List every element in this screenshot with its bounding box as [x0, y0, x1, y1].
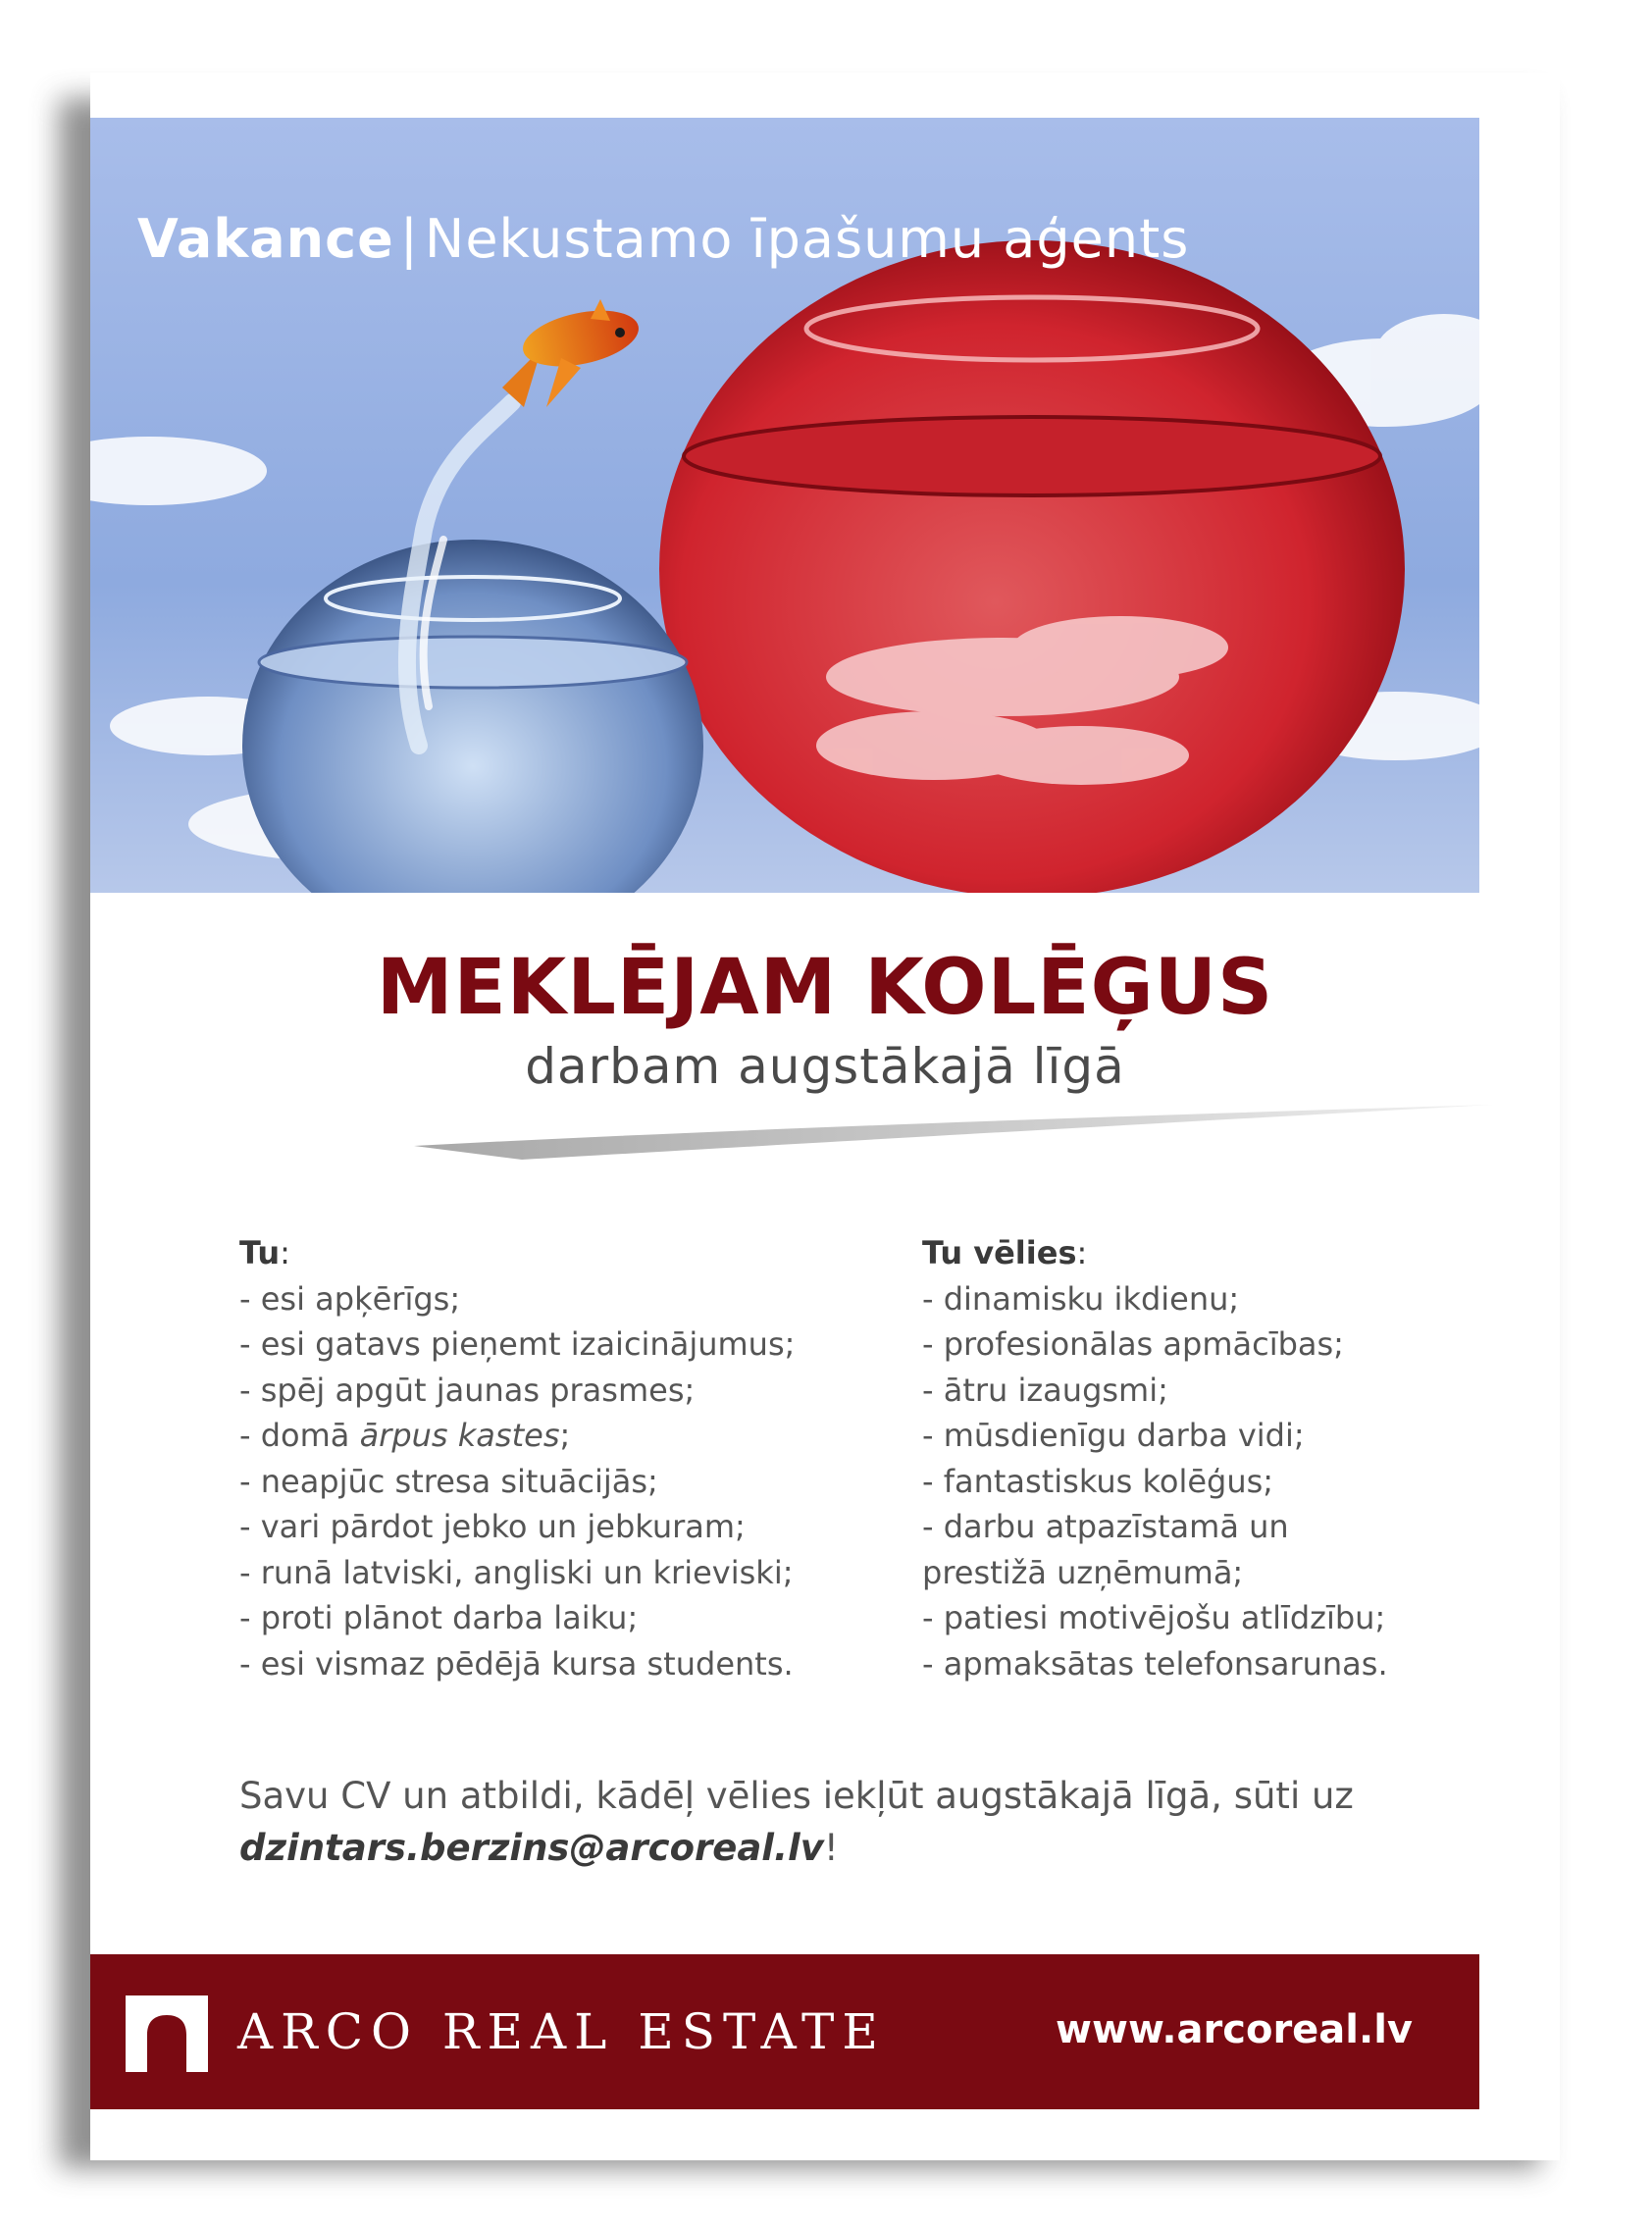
hero-image: [90, 118, 1479, 893]
hero-title: [137, 208, 1189, 270]
arch-logo-icon: [126, 1995, 208, 2072]
list-item: - vari pārdot jebko un jebkuram;: [239, 1508, 746, 1545]
apply-suffix: !: [823, 1827, 839, 1869]
right-column-heading: [922, 1230, 1471, 1276]
list-item: - spēj apgūt jaunas prasmes;: [239, 1371, 696, 1409]
list-item: - esi vismaz pēdējā kursa students.: [239, 1644, 794, 1683]
list-item: - neapjūc stresa situācijās;: [239, 1462, 658, 1500]
apply-text: Savu CV un atbildi, kādēļ vēlies iekļūt augstākajā līgā, sūti uz: [239, 1775, 1354, 1817]
hero-title-rest: Nekustamo īpašumu aģents: [424, 208, 1190, 270]
email-link[interactable]: dzintars.berzins@arcoreal.lv: [239, 1827, 824, 1869]
list-item: - fantastiskus kolēģus;: [922, 1462, 1274, 1500]
list-item: - esi apķērīgs;: [239, 1279, 461, 1318]
left-heading-colon: :: [280, 1234, 290, 1271]
list-item: - darbu atpazīstamā un: [922, 1508, 1289, 1545]
footer-bar: [90, 1954, 1479, 2109]
right-column: [922, 1230, 1471, 1686]
think-suffix: ;: [559, 1417, 571, 1454]
poster-page: [90, 73, 1560, 2160]
left-column-heading: [239, 1230, 867, 1276]
list-item: - proti plānot darba laiku;: [239, 1599, 639, 1636]
list-item: - dinamisku ikdienu;: [922, 1279, 1240, 1318]
list-item: - ātru izaugsmi;: [922, 1371, 1168, 1409]
list-item: - profesionālas apmācības;: [922, 1325, 1344, 1363]
right-heading-colon: :: [1076, 1234, 1088, 1271]
list-item: - runā latviski, angliski un krieviski;: [239, 1553, 794, 1591]
red-fishbowl: [659, 240, 1405, 893]
headline: MEKLĒJAM KOLĒĢUS: [376, 944, 1274, 1032]
subheadline: darbam augstākajā līgā: [525, 1038, 1125, 1095]
list-item-think: [239, 1413, 867, 1459]
right-heading-bold: Tu vēlies: [922, 1234, 1077, 1271]
right-list: [922, 1276, 1471, 1687]
left-heading-bold: Tu: [239, 1234, 281, 1271]
list-item: - mūsdienīgu darba vidi;: [922, 1417, 1305, 1454]
website-link[interactable]: www.arcoreal.lv: [1056, 2007, 1413, 2052]
list-item: - apmaksātas telefonsarunas.: [922, 1644, 1388, 1683]
think-prefix: - domā: [239, 1417, 360, 1454]
hero-title-separator: |: [399, 208, 419, 270]
list-item: prestižā uzņēmumā;: [922, 1553, 1244, 1591]
swoosh-divider: [414, 1103, 1493, 1162]
think-italic: ārpus kastes: [359, 1417, 560, 1454]
apply-instructions: [239, 1770, 1475, 1874]
left-list: [239, 1276, 867, 1687]
hero-title-bold: Vakance: [137, 208, 394, 270]
left-column: [239, 1230, 867, 1686]
brand-name: ARCO REAL ESTATE: [237, 2003, 886, 2060]
list-item: - patiesi motivējošu atlīdzību;: [922, 1599, 1386, 1636]
list-item: - esi gatavs pieņemt izaicinājumus;: [239, 1325, 796, 1363]
